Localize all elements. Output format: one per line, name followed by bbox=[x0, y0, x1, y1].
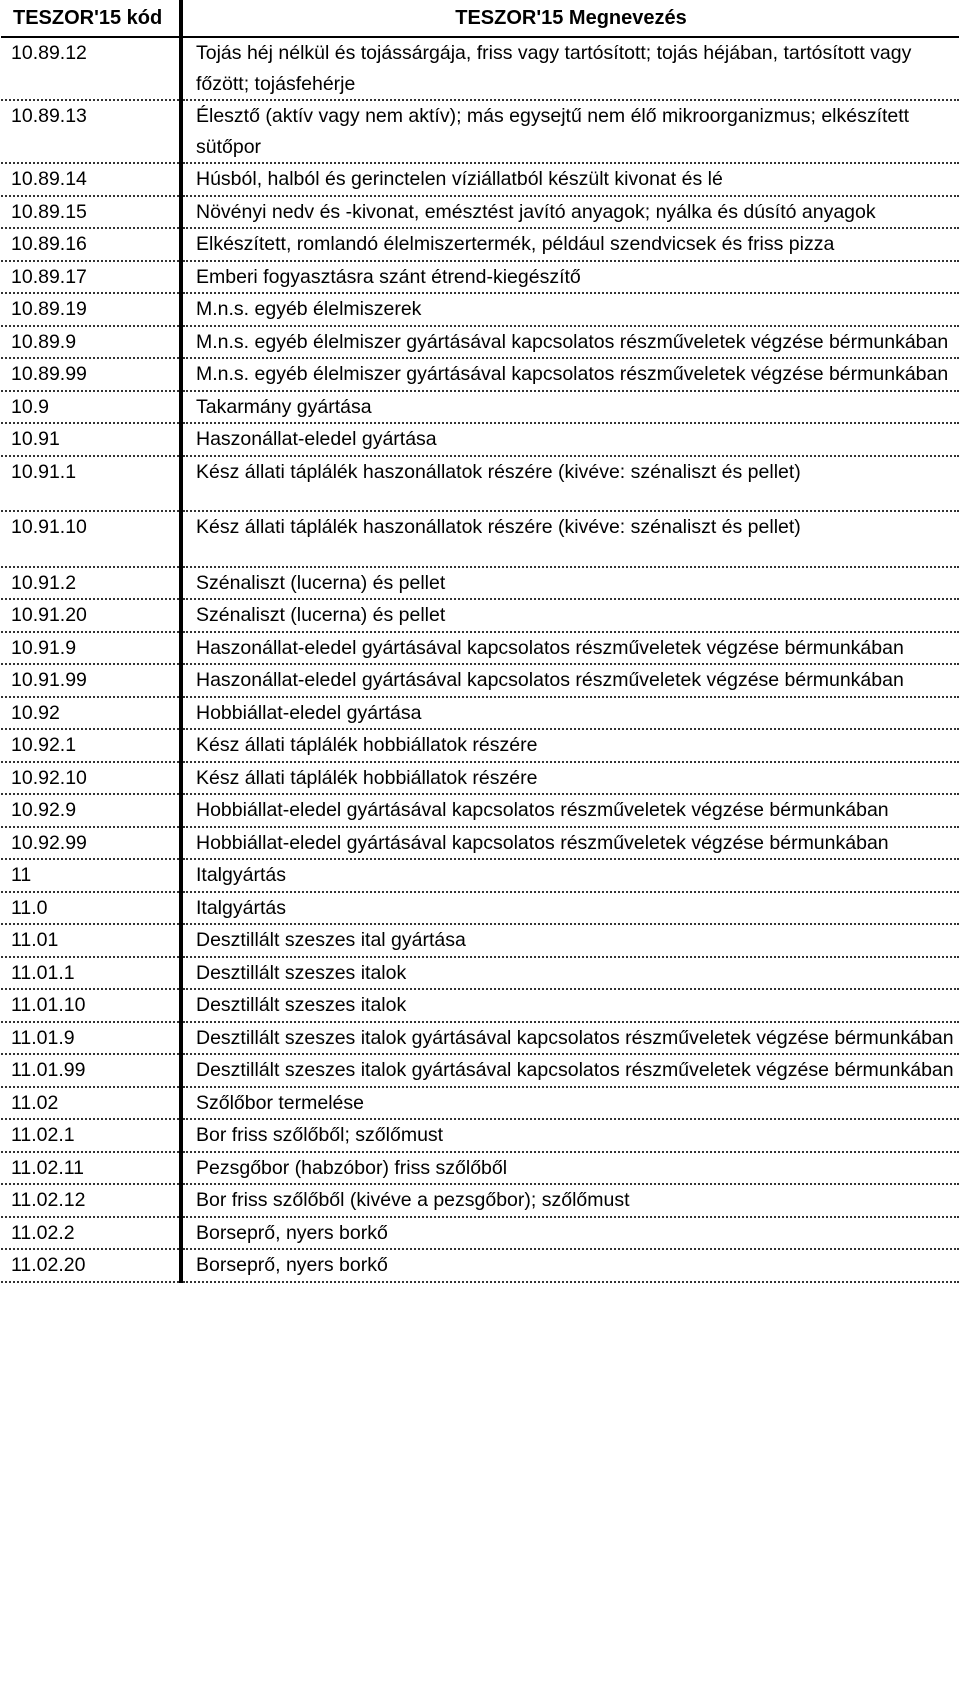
table-row bbox=[1, 37, 959, 100]
code-cell: 10.89.15 bbox=[1, 196, 181, 229]
code-cell: 10.92 bbox=[1, 697, 181, 730]
table-row bbox=[1, 1217, 959, 1250]
name-cell: Haszonállat-eledel gyártása bbox=[181, 423, 959, 456]
code-cell: 10.91 bbox=[1, 423, 181, 456]
code-cell: 11.02.11 bbox=[1, 1152, 181, 1185]
name-cell: Húsból, halból és gerinctelen víziállatból készült kivonat és lé bbox=[181, 163, 959, 196]
name-cell: Borseprő, nyers borkő bbox=[181, 1249, 959, 1282]
code-cell: 10.89.13 bbox=[1, 100, 181, 163]
header-code: TESZOR'15 kód bbox=[1, 0, 181, 37]
name-cell: Emberi fogyasztásra szánt étrend-kiegészítő bbox=[181, 261, 959, 294]
code-cell: 10.89.17 bbox=[1, 261, 181, 294]
table-row bbox=[1, 391, 959, 424]
name-cell: Italgyártás bbox=[181, 892, 959, 925]
table-row bbox=[1, 924, 959, 957]
table-row bbox=[1, 729, 959, 762]
table-row bbox=[1, 892, 959, 925]
name-cell: M.n.s. egyéb élelmiszer gyártásával kapcsolatos részműveletek végzése bérmunkában bbox=[181, 326, 959, 359]
name-cell: Elkészített, romlandó élelmiszertermék, például szendvicsek és friss pizza bbox=[181, 228, 959, 261]
table-row bbox=[1, 827, 959, 860]
name-cell: Kész állati táplálék hobbiállatok részére bbox=[181, 729, 959, 762]
header-name: TESZOR'15 Megnevezés bbox=[181, 0, 959, 37]
name-cell: Bor friss szőlőből (kivéve a pezsgőbor); szőlőmust bbox=[181, 1184, 959, 1217]
name-cell: Hobbiállat-eledel gyártása bbox=[181, 697, 959, 730]
table-row bbox=[1, 664, 959, 697]
code-cell: 10.89.12 bbox=[1, 37, 181, 100]
name-cell: M.n.s. egyéb élelmiszerek bbox=[181, 293, 959, 326]
name-cell: Borseprő, nyers borkő bbox=[181, 1217, 959, 1250]
code-cell: 10.92.9 bbox=[1, 794, 181, 827]
table-row bbox=[1, 228, 959, 261]
table-row bbox=[1, 293, 959, 326]
table-row bbox=[1, 163, 959, 196]
table-row bbox=[1, 456, 959, 512]
code-cell: 11.01.1 bbox=[1, 957, 181, 990]
table-row bbox=[1, 511, 959, 567]
table-row bbox=[1, 989, 959, 1022]
table-row bbox=[1, 957, 959, 990]
table-row bbox=[1, 697, 959, 730]
code-cell: 11.01 bbox=[1, 924, 181, 957]
name-cell: Desztillált szeszes italok gyártásával kapcsolatos részműveletek végzése bérmunkában bbox=[181, 1054, 959, 1087]
name-cell: Szénaliszt (lucerna) és pellet bbox=[181, 567, 959, 600]
code-cell: 10.91.2 bbox=[1, 567, 181, 600]
code-cell: 10.92.1 bbox=[1, 729, 181, 762]
name-cell: Haszonállat-eledel gyártásával kapcsolatos részműveletek végzése bérmunkában bbox=[181, 664, 959, 697]
table-row bbox=[1, 1152, 959, 1185]
table-row bbox=[1, 423, 959, 456]
name-cell: Szőlőbor termelése bbox=[181, 1087, 959, 1120]
table-row bbox=[1, 100, 959, 163]
table-row bbox=[1, 632, 959, 665]
code-cell: 10.89.16 bbox=[1, 228, 181, 261]
code-cell: 11.02.2 bbox=[1, 1217, 181, 1250]
code-cell: 10.92.99 bbox=[1, 827, 181, 860]
code-cell: 11.02.1 bbox=[1, 1119, 181, 1152]
code-cell: 11.01.9 bbox=[1, 1022, 181, 1055]
name-cell: M.n.s. egyéb élelmiszer gyártásával kapcsolatos részműveletek végzése bérmunkában bbox=[181, 358, 959, 391]
code-cell: 10.91.20 bbox=[1, 599, 181, 632]
table-row bbox=[1, 567, 959, 600]
table-row bbox=[1, 358, 959, 391]
name-cell: Tojás héj nélkül és tojássárgája, friss vagy tartósított; tojás héjában, tartósított vagy főzött; tojásfehérje bbox=[181, 37, 959, 100]
code-cell: 11 bbox=[1, 859, 181, 892]
name-cell: Szénaliszt (lucerna) és pellet bbox=[181, 599, 959, 632]
name-cell: Hobbiállat-eledel gyártásával kapcsolatos részműveletek végzése bérmunkában bbox=[181, 794, 959, 827]
table-row bbox=[1, 762, 959, 795]
code-cell: 11.02.12 bbox=[1, 1184, 181, 1217]
code-cell: 10.89.99 bbox=[1, 358, 181, 391]
table-row bbox=[1, 794, 959, 827]
header-row bbox=[1, 0, 959, 37]
name-cell: Desztillált szeszes italok bbox=[181, 989, 959, 1022]
name-cell: Desztillált szeszes italok bbox=[181, 957, 959, 990]
code-cell: 10.91.9 bbox=[1, 632, 181, 665]
code-cell: 11.01.10 bbox=[1, 989, 181, 1022]
table-row bbox=[1, 1022, 959, 1055]
code-cell: 10.92.10 bbox=[1, 762, 181, 795]
table-row bbox=[1, 599, 959, 632]
code-cell: 10.91.1 bbox=[1, 456, 181, 512]
table-body bbox=[1, 37, 959, 1282]
code-cell: 10.9 bbox=[1, 391, 181, 424]
code-cell: 11.0 bbox=[1, 892, 181, 925]
table-row bbox=[1, 1087, 959, 1120]
name-cell: Haszonállat-eledel gyártásával kapcsolatos részműveletek végzése bérmunkában bbox=[181, 632, 959, 665]
code-cell: 11.01.99 bbox=[1, 1054, 181, 1087]
name-cell: Desztillált szeszes italok gyártásával kapcsolatos részműveletek végzése bérmunkában bbox=[181, 1022, 959, 1055]
table-row bbox=[1, 326, 959, 359]
name-cell: Bor friss szőlőből; szőlőmust bbox=[181, 1119, 959, 1152]
code-cell: 10.91.99 bbox=[1, 664, 181, 697]
code-cell: 11.02.20 bbox=[1, 1249, 181, 1282]
name-cell: Hobbiállat-eledel gyártásával kapcsolatos részműveletek végzése bérmunkában bbox=[181, 827, 959, 860]
table-row bbox=[1, 261, 959, 294]
name-cell: Pezsgőbor (habzóbor) friss szőlőből bbox=[181, 1152, 959, 1185]
table-row bbox=[1, 1184, 959, 1217]
table-row bbox=[1, 1249, 959, 1282]
name-cell: Kész állati táplálék hobbiállatok részére bbox=[181, 762, 959, 795]
name-cell: Italgyártás bbox=[181, 859, 959, 892]
teszor-table bbox=[1, 0, 959, 1283]
code-cell: 10.89.19 bbox=[1, 293, 181, 326]
name-cell: Kész állati táplálék haszonállatok részére (kivéve: szénaliszt és pellet) bbox=[181, 456, 959, 512]
name-cell: Takarmány gyártása bbox=[181, 391, 959, 424]
table-row bbox=[1, 196, 959, 229]
code-cell: 10.89.9 bbox=[1, 326, 181, 359]
name-cell: Desztillált szeszes ital gyártása bbox=[181, 924, 959, 957]
name-cell: Növényi nedv és -kivonat, emésztést javító anyagok; nyálka és dúsító anyagok bbox=[181, 196, 959, 229]
name-cell: Kész állati táplálék haszonállatok részére (kivéve: szénaliszt és pellet) bbox=[181, 511, 959, 567]
table-row bbox=[1, 1054, 959, 1087]
code-cell: 10.89.14 bbox=[1, 163, 181, 196]
table-row bbox=[1, 859, 959, 892]
code-cell: 11.02 bbox=[1, 1087, 181, 1120]
table-row bbox=[1, 1119, 959, 1152]
code-cell: 10.91.10 bbox=[1, 511, 181, 567]
name-cell: Élesztő (aktív vagy nem aktív); más egysejtű nem élő mikroorganizmus; elkészített sütőpor bbox=[181, 100, 959, 163]
